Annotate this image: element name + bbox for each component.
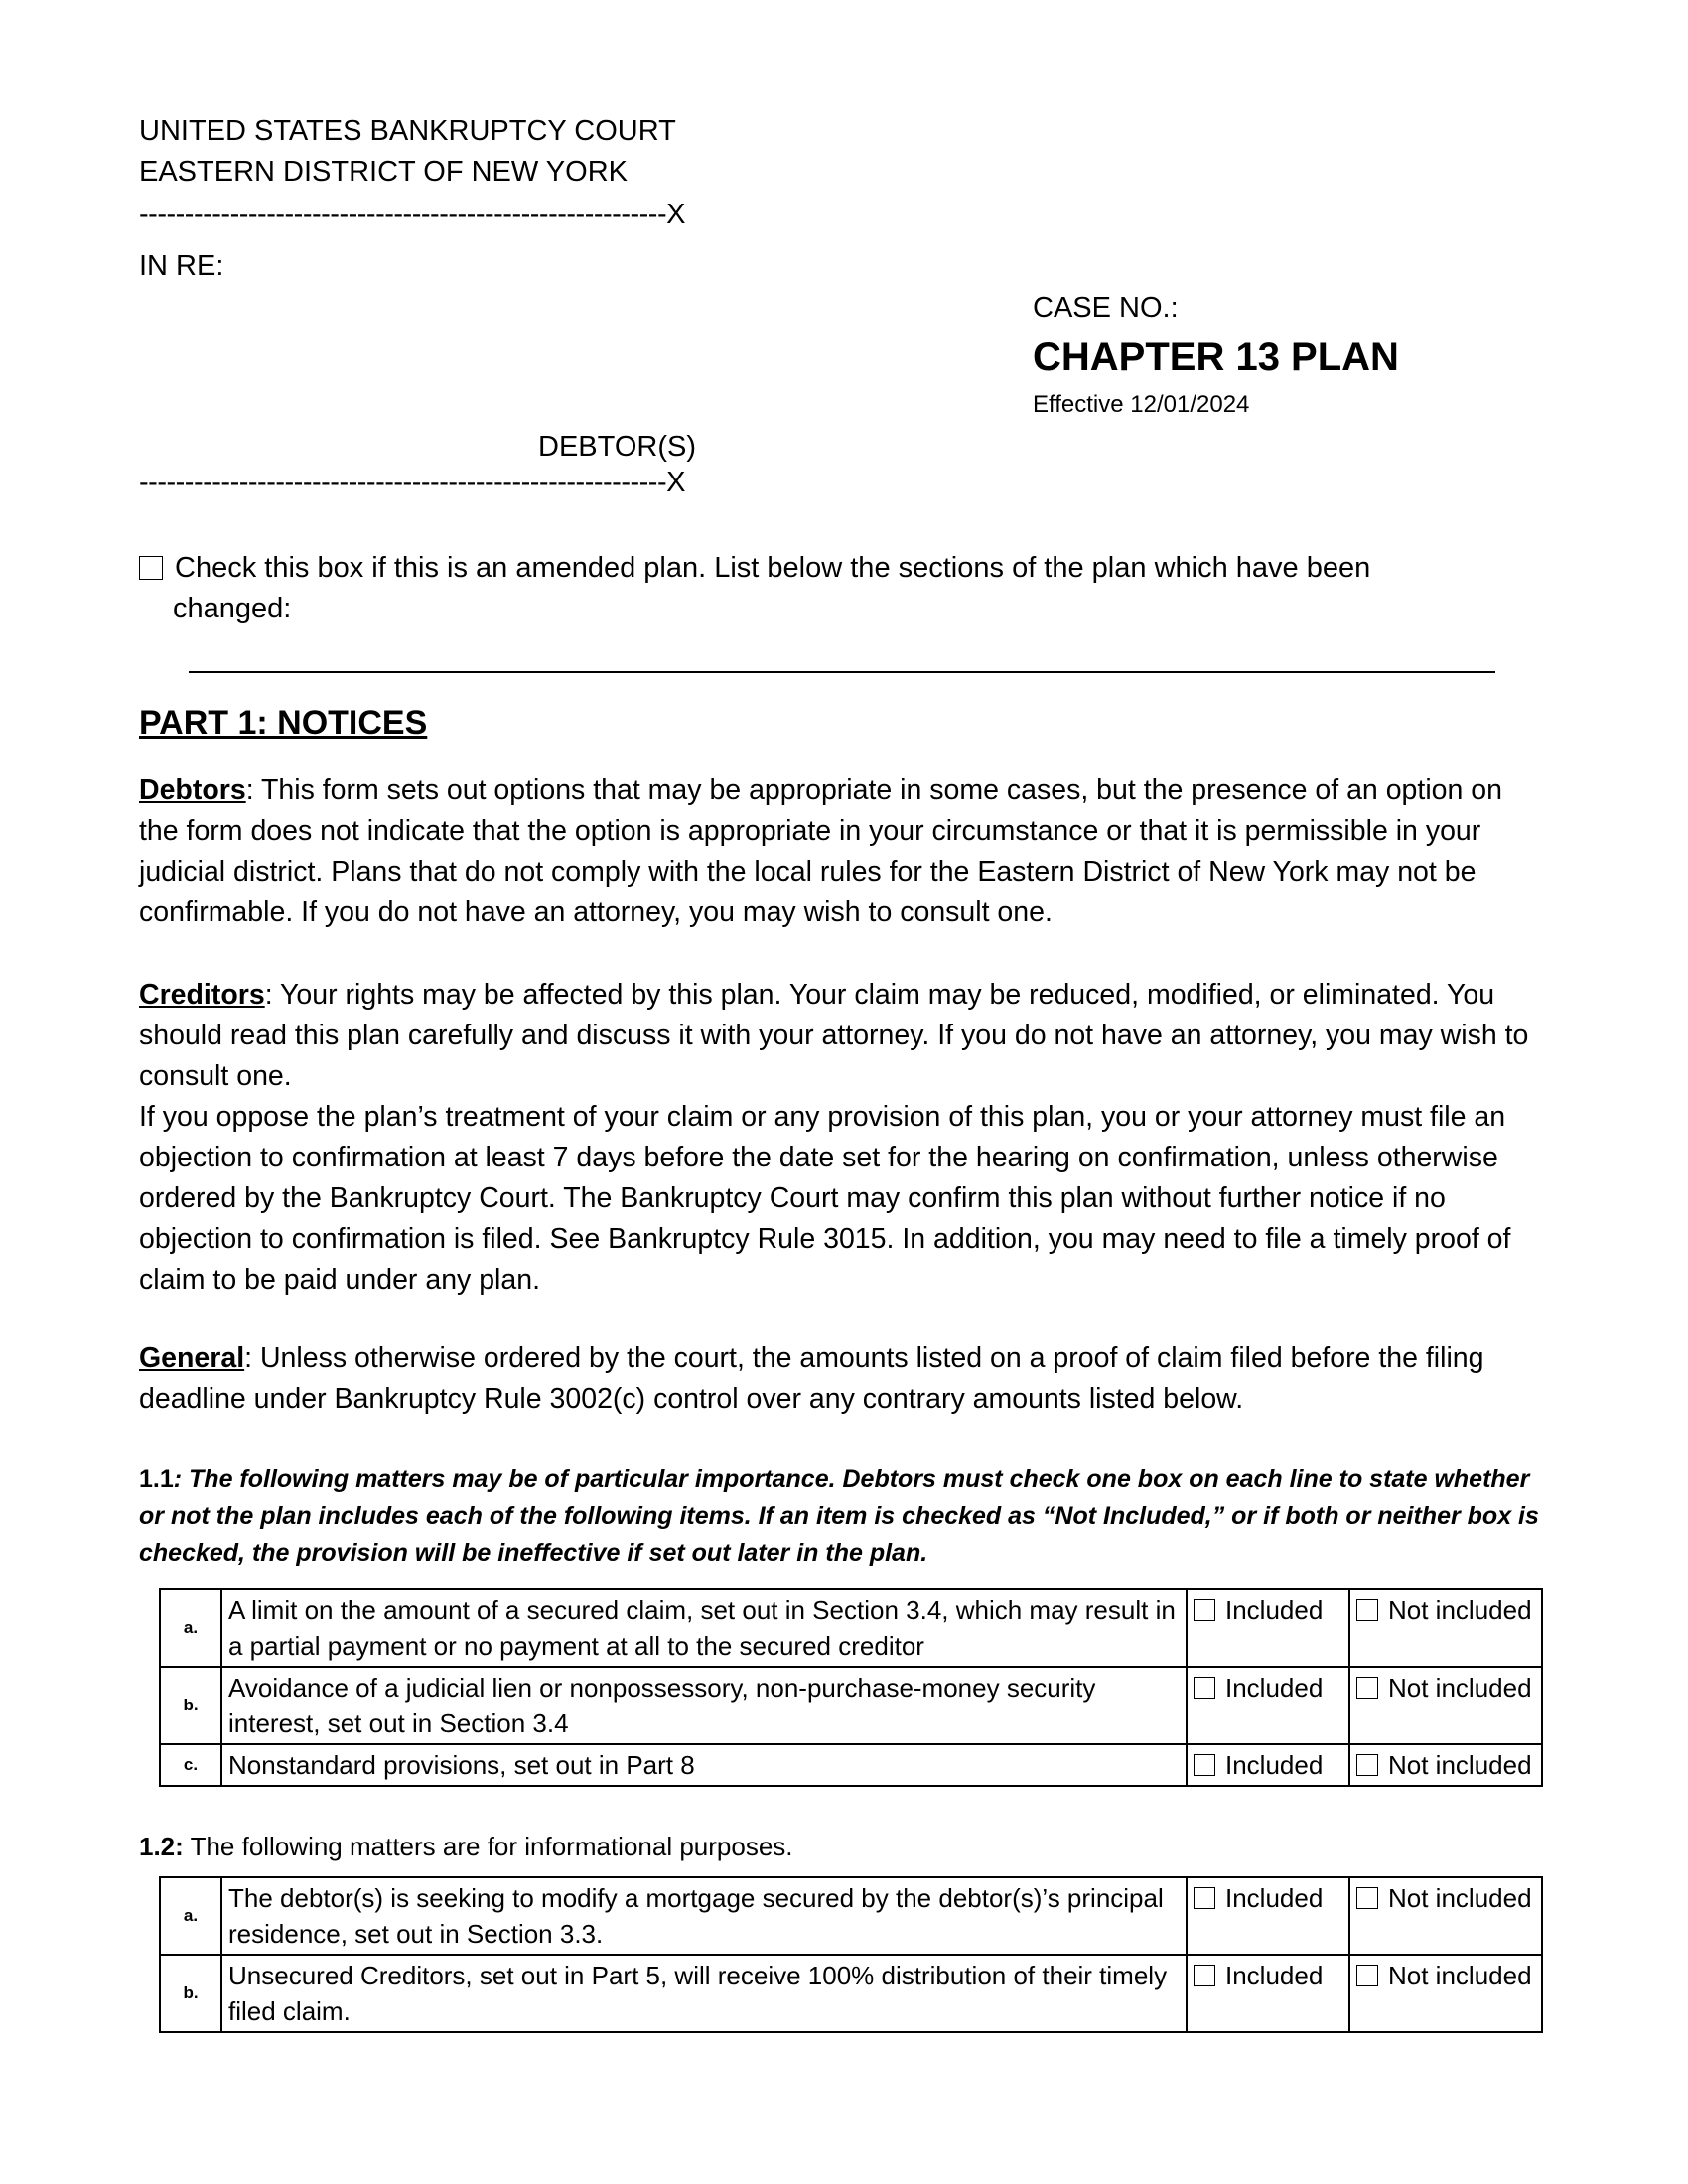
- section-1-2-table: [159, 1876, 1543, 2033]
- not-included-option[interactable]: [1349, 1744, 1542, 1786]
- section-1-1-table: [159, 1588, 1543, 1787]
- creditors-notice-text: : Your rights may be affected by this plan. Your claim may be reduced, modified, or eliminated. You should read this plan carefully and discuss it with your attorney. If you do not have an attorney, you may wish to consult one.: [139, 979, 1529, 1092]
- included-checkbox[interactable]: [1194, 1965, 1215, 1986]
- amended-line-2: changed:: [173, 593, 292, 624]
- included-checkbox[interactable]: [1194, 1677, 1215, 1699]
- case-number-label: CASE NO.:: [1033, 292, 1179, 324]
- table-row: [160, 1877, 1542, 1955]
- included-label: Included: [1225, 1673, 1324, 1703]
- table-row: [160, 1955, 1542, 2032]
- section-1-2-text: The following matters are for informational purposes.: [183, 1832, 793, 1861]
- section-1-2-intro: [139, 1829, 793, 1864]
- court-name: [139, 111, 676, 193]
- not-included-option[interactable]: [1349, 1667, 1542, 1744]
- section-1-1-text: : The following matters may be of particular importance. Debtors must check one box on each line to state whether or not the plan includes each of the following items. If an item is checked as “Not Included,” or if both or neither box is checked, the provision will be ineffective if set out later in the plan.: [139, 1465, 1539, 1567]
- not-included-checkbox[interactable]: [1356, 1965, 1378, 1986]
- creditors-notice-label: Creditors: [139, 979, 265, 1011]
- general-notice-text: : Unless otherwise ordered by the court, the amounts listed on a proof of claim filed before the filing deadline under Bankruptcy Rule 3002(c) control over any contrary amounts listed below.: [139, 1342, 1484, 1415]
- court-line-1: UNITED STATES BANKRUPTCY COURT: [139, 115, 676, 147]
- not-included-label: Not included: [1388, 1961, 1532, 1990]
- table-row: [160, 1744, 1542, 1786]
- not-included-option[interactable]: [1349, 1877, 1542, 1955]
- creditors-notice-text-2: If you oppose the plan’s treatment of your claim or any provision of this plan, you or your attorney must file an objection to confirmation at least 7 days before the date set for the hearing on confirmation, unless otherwise ordered by the Bankruptcy Court. The Bankruptcy Court may confirm this plan without further notice if no objection to confirmation is filed. See Bankruptcy Rule 3015. In addition, you may need to file a timely proof of claim to be paid under any plan.: [139, 1101, 1511, 1296]
- included-label: Included: [1225, 1883, 1324, 1913]
- debtors-label: DEBTOR(S): [538, 431, 696, 463]
- amended-sections-line[interactable]: [189, 671, 1495, 673]
- row-description: Unsecured Creditors, set out in Part 5, will receive 100% distribution of their timely filed claim.: [221, 1955, 1187, 2032]
- in-re-label: IN RE:: [139, 250, 224, 282]
- not-included-option[interactable]: [1349, 1955, 1542, 2032]
- not-included-option[interactable]: [1349, 1589, 1542, 1667]
- general-notice-label: General: [139, 1342, 245, 1374]
- section-1-1-number: 1.1: [139, 1465, 174, 1493]
- debtors-notice-text: : This form sets out options that may be appropriate in some cases, but the presence of an option on the form does not indicate that the option is appropriate in your circumstance or that it is permissible in your judicial district. Plans that do not comply with the local rules for the Eastern District of New York may not be confirmable. If you do not have an attorney, you may wish to consult one.: [139, 774, 1502, 928]
- amended-plan-notice: [139, 548, 1529, 629]
- row-description: Nonstandard provisions, set out in Part 8: [221, 1744, 1187, 1786]
- row-description: Avoidance of a judicial lien or nonpossessory, non-purchase-money security interest, set out in Section 3.4: [221, 1667, 1187, 1744]
- row-description: The debtor(s) is seeking to modify a mortgage secured by the debtor(s)’s principal residence, set out in Section 3.3.: [221, 1877, 1187, 1955]
- included-label: Included: [1225, 1595, 1324, 1625]
- amended-plan-checkbox[interactable]: [139, 556, 163, 580]
- not-included-checkbox[interactable]: [1356, 1887, 1378, 1909]
- court-line-2: EASTERN DISTRICT OF NEW YORK: [139, 156, 628, 188]
- not-included-checkbox[interactable]: [1356, 1677, 1378, 1699]
- creditors-notice: [139, 975, 1549, 1300]
- amended-line-1: Check this box if this is an amended plan. List below the sections of the plan which have been: [175, 552, 1371, 584]
- included-checkbox[interactable]: [1194, 1599, 1215, 1621]
- row-letter: b.: [160, 1667, 221, 1744]
- row-description: A limit on the amount of a secured claim, set out in Section 3.4, which may result in a partial payment or no payment at all to the secured creditor: [221, 1589, 1187, 1667]
- included-option[interactable]: [1187, 1955, 1349, 2032]
- row-letter: a.: [160, 1589, 221, 1667]
- included-checkbox[interactable]: [1194, 1754, 1215, 1776]
- included-checkbox[interactable]: [1194, 1887, 1215, 1909]
- plan-title: CHAPTER 13 PLAN: [1033, 336, 1399, 379]
- not-included-checkbox[interactable]: [1356, 1754, 1378, 1776]
- debtors-notice-label: Debtors: [139, 774, 246, 806]
- row-letter: a.: [160, 1877, 221, 1955]
- section-1-1-intro: [139, 1461, 1559, 1571]
- row-letter: b.: [160, 1955, 221, 2032]
- part1-title: PART 1: NOTICES: [139, 704, 428, 742]
- not-included-label: Not included: [1388, 1883, 1532, 1913]
- not-included-label: Not included: [1388, 1750, 1532, 1780]
- included-option[interactable]: [1187, 1589, 1349, 1667]
- debtors-notice: [139, 770, 1549, 933]
- section-1-2-number: 1.2:: [139, 1832, 184, 1861]
- included-label: Included: [1225, 1961, 1324, 1990]
- effective-date: Effective 12/01/2024: [1033, 391, 1250, 418]
- general-notice: [139, 1338, 1549, 1420]
- included-option[interactable]: [1187, 1667, 1349, 1744]
- separator-bottom: ----------------------------------------------------------X: [139, 467, 685, 498]
- not-included-checkbox[interactable]: [1356, 1599, 1378, 1621]
- not-included-label: Not included: [1388, 1673, 1532, 1703]
- included-option[interactable]: [1187, 1877, 1349, 1955]
- included-label: Included: [1225, 1750, 1324, 1780]
- separator-top: ----------------------------------------------------------X: [139, 199, 685, 230]
- not-included-label: Not included: [1388, 1595, 1532, 1625]
- table-row: [160, 1589, 1542, 1667]
- included-option[interactable]: [1187, 1744, 1349, 1786]
- row-letter: c.: [160, 1744, 221, 1786]
- table-row: [160, 1667, 1542, 1744]
